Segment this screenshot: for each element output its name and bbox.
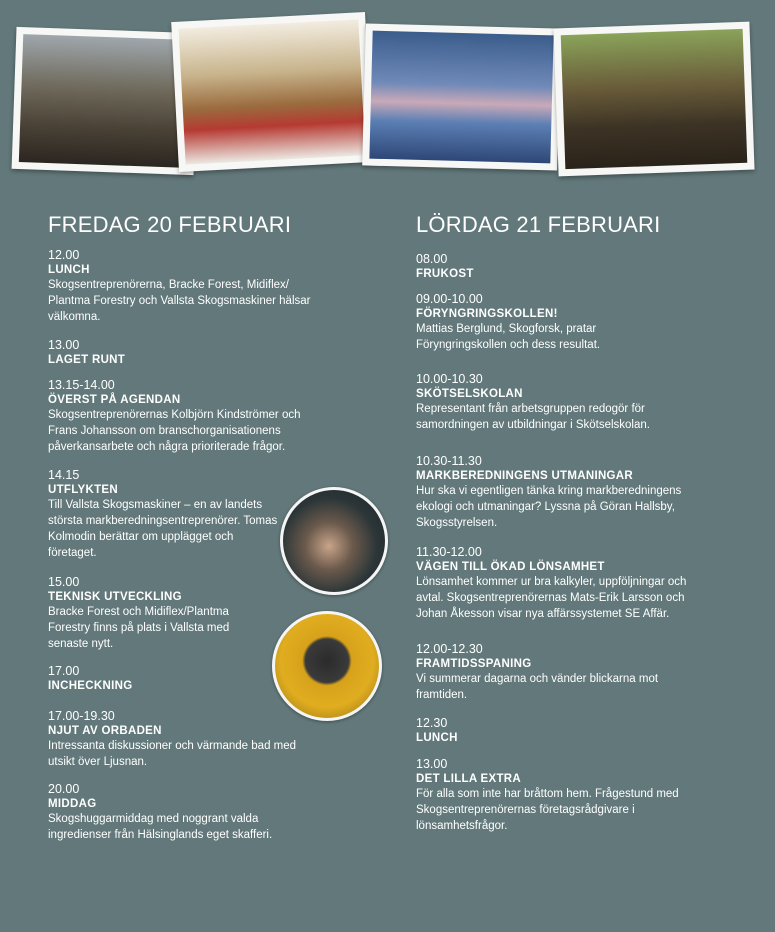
event-heading: SKÖTSELSKOLAN xyxy=(416,388,523,400)
photo-forest-machine xyxy=(12,27,199,175)
event-description: Skogsentreprenörernas Kolbjörn Kindströmer och Frans Johansson om branschorganisationens påverkansarbete och några prioriterade frågor. xyxy=(48,409,301,453)
event-description: Vi summerar dagarna och vänder blickarna mot framtiden. xyxy=(416,673,659,701)
machine-circle-image xyxy=(272,611,382,721)
event xyxy=(416,454,711,531)
event-heading: VÄGEN TILL ÖKAD LÖNSAMHET xyxy=(416,561,605,573)
photo-bathing-lake xyxy=(362,23,561,170)
event-time: 09.00-10.00 xyxy=(416,292,483,306)
event-heading: UTFLYKTEN xyxy=(48,484,118,496)
event xyxy=(48,709,318,770)
event-time: 11.30-12.00 xyxy=(416,545,482,559)
event-heading: FÖRYNGRINGSKOLLEN! xyxy=(416,308,558,320)
photo-winter-houses xyxy=(171,12,373,172)
event xyxy=(48,378,318,455)
event-time: 15.00 xyxy=(48,575,80,589)
event-time: 10.00-10.30 xyxy=(416,372,483,386)
event-description: Till Vallsta Skogsmaskiner – en av landets största markberedningsentreprenörer. Tomas Kolmodin berättar om upplägget och företaget. xyxy=(48,499,278,559)
saturday-column xyxy=(416,212,716,832)
event-time: 12.00-12.30 xyxy=(416,642,483,656)
event-time: 13.15-14.00 xyxy=(48,378,115,392)
event xyxy=(48,338,125,367)
saturday-title: LÖRDAG 21 FEBRUARI xyxy=(416,212,661,237)
event xyxy=(416,757,706,834)
event-heading: LUNCH xyxy=(48,264,90,276)
event-description: Hur ska vi egentligen tänka kring markberedningens ekologi och utmaningar? Lyssna på Göran Hallsby, Skogsstyrelsen. xyxy=(416,485,682,529)
event xyxy=(416,252,716,281)
event-description: Lönsamhet kommer ur bra kalkyler, uppföljningar och avtal. Skogsentreprenörernas Mats-Erik Larsson och Johan Åkesson visar nya affärssystemet SE Affär. xyxy=(416,576,687,620)
event-time: 20.00 xyxy=(48,782,80,796)
event-time: 10.30-11.30 xyxy=(416,454,482,468)
event-time: 12.00 xyxy=(48,248,80,262)
event-description: Bracke Forest och Midiflex/Plantma Forestry finns på plats i Vallsta med senaste nytt. xyxy=(48,606,230,650)
event-time: 13.00 xyxy=(48,338,80,352)
event-time: 17.00-19.30 xyxy=(48,709,115,723)
event xyxy=(416,545,716,622)
event-heading: TEKNISK UTVECKLING xyxy=(48,591,182,603)
event xyxy=(416,292,646,353)
event-heading: LUNCH xyxy=(416,732,458,744)
event-heading: LAGET RUNT xyxy=(48,354,126,366)
event-description: Skogshuggarmiddag med noggrant valda ingredienser från Hälsinglands eget skafferi. xyxy=(48,813,273,841)
event-description: Skogsentreprenörerna, Bracke Forest, Midiflex/ Plantma Forestry och Vallsta Skogsmaskiner hälsar välkomna. xyxy=(48,279,311,323)
event-heading: INCHECKNING xyxy=(48,680,133,692)
event-description: Intressanta diskussioner och värmande bad med utsikt över Ljusnan. xyxy=(48,740,297,768)
event-heading: NJUT AV ORBADEN xyxy=(48,725,162,737)
event xyxy=(416,372,676,433)
event-heading: MARKBEREDNINGENS UTMANINGAR xyxy=(416,470,634,482)
event xyxy=(48,575,248,652)
event-description: Representant från arbetsgruppen redogör för samordningen av utbildningar i Skötselskolan. xyxy=(416,403,650,431)
event xyxy=(48,468,278,561)
photo-ground-preparation-machine xyxy=(553,22,754,177)
event-heading: MIDDAG xyxy=(48,798,97,810)
event-description: För alla som inte har bråttom hem. Frågestund med Skogsentreprenörernas företagsrådgivare i lönsamhetsfrågor. xyxy=(416,788,679,832)
event-heading: FRUKOST xyxy=(416,268,474,280)
event xyxy=(416,716,458,745)
friday-title: FREDAG 20 FEBRUARI xyxy=(48,212,292,237)
event-time: 08.00 xyxy=(416,252,448,266)
event-time: 14.15 xyxy=(48,468,80,482)
event-time: 13.00 xyxy=(416,757,448,771)
event xyxy=(416,642,686,703)
friday-column xyxy=(48,212,311,841)
event-description: Mattias Berglund, Skogforsk, pratar Föryngringskollen och dess resultat. xyxy=(416,323,601,351)
event-time: 12.30 xyxy=(416,716,448,730)
event-heading: FRAMTIDSSPANING xyxy=(416,658,532,670)
event-heading: ÖVERST PÅ AGENDAN xyxy=(48,394,181,406)
event xyxy=(48,248,318,325)
event-heading: DET LILLA EXTRA xyxy=(416,773,522,785)
event xyxy=(48,782,318,843)
event-time: 17.00 xyxy=(48,664,80,678)
event xyxy=(48,664,132,693)
portrait-circle-image xyxy=(280,487,388,595)
